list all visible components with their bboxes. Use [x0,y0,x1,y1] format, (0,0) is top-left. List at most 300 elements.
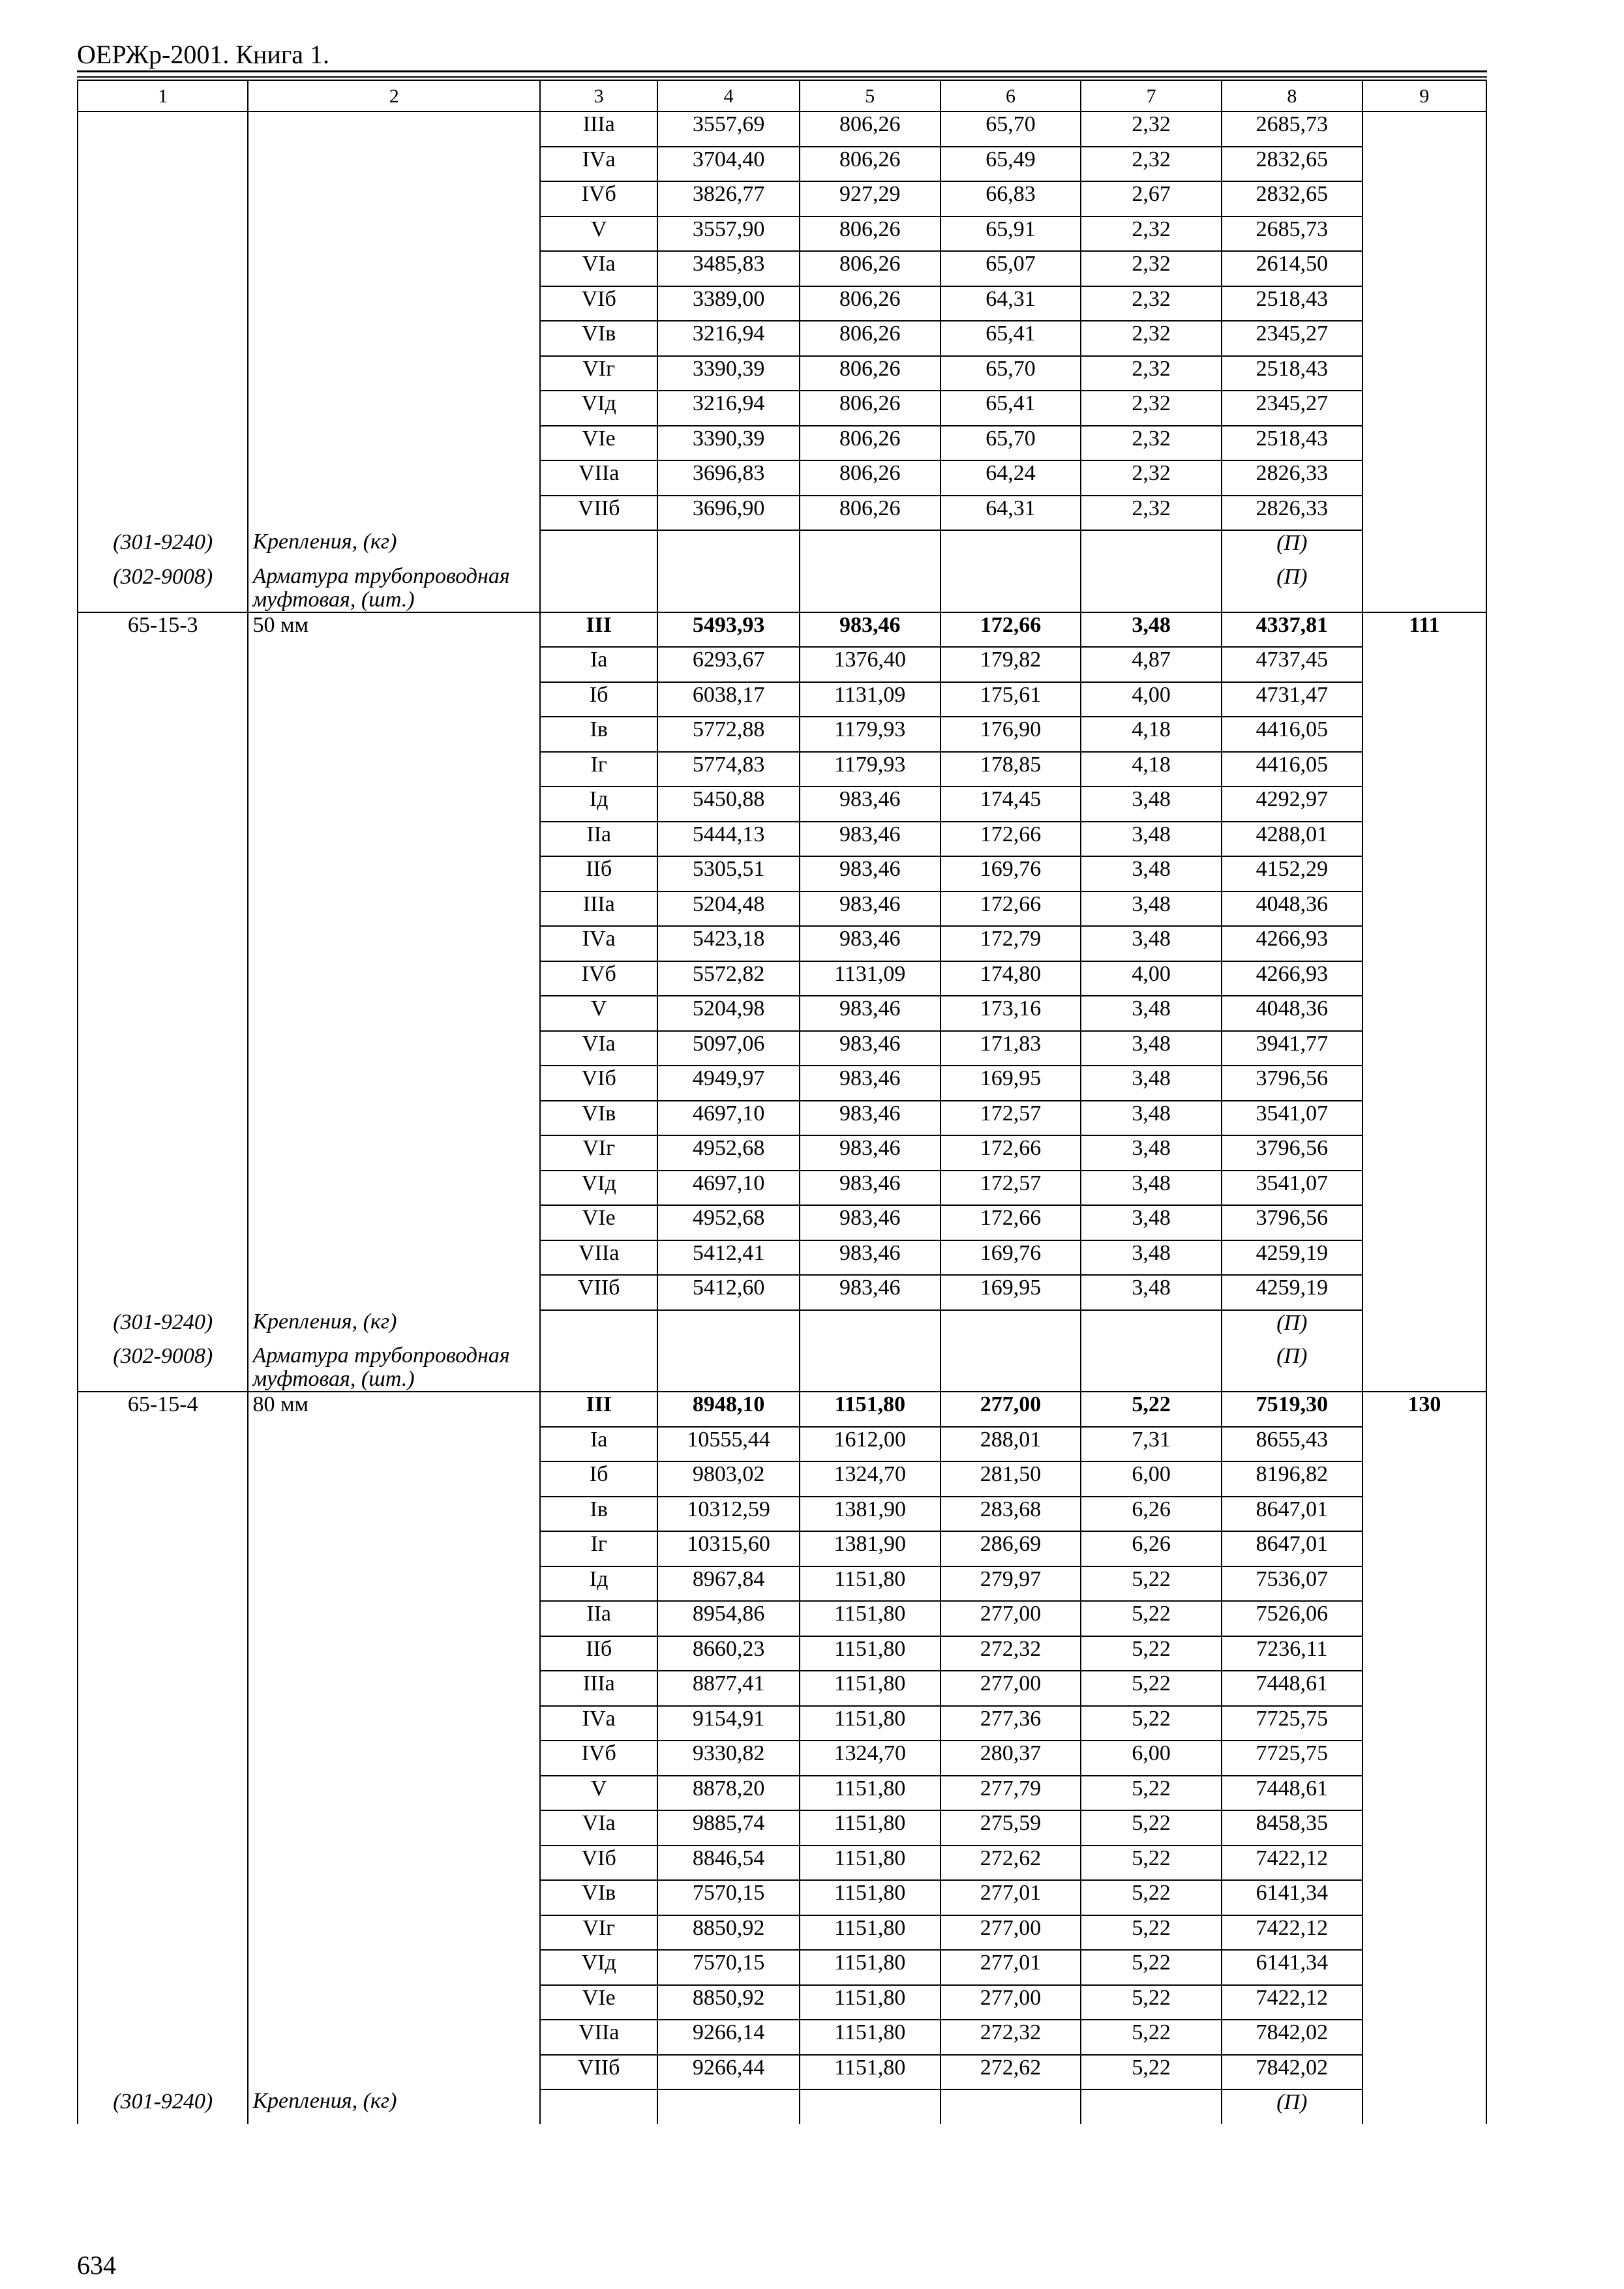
machinist-wages-cell: 5,22 [1081,1950,1222,1985]
column-number: 7 [1081,80,1222,112]
zone-cell: V [540,217,657,252]
empty-cell [1362,1135,1486,1171]
empty-cell [248,961,540,996]
material-name: Арматура трубопроводная муфтовая, (шт.) [248,1344,540,1392]
table-row [78,460,1486,496]
zone-cell: VIв [540,1101,657,1136]
machinist-wages-cell: 4,87 [1081,647,1222,682]
machines-cell: 272,32 [940,2020,1081,2055]
wages-cell: 983,46 [800,1275,940,1310]
total-cost-cell: 8877,41 [657,1671,800,1706]
empty-cell [1081,1310,1222,1345]
zone-cell: IVа [540,926,657,961]
wages-cell: 1179,93 [800,717,940,752]
empty-cell [1362,647,1486,682]
total-cost-cell: 4697,10 [657,1171,800,1206]
material-col8: (П) [1222,565,1362,612]
empty-cell [78,112,248,147]
machinist-wages-cell: 3,48 [1081,926,1222,961]
empty-cell [78,1985,248,2020]
zone-cell: VIб [540,1066,657,1101]
empty-cell [248,996,540,1031]
wages-cell: 1151,80 [800,1880,940,1915]
zone-cell: IIб [540,1636,657,1671]
wages-cell: 1131,09 [800,961,940,996]
empty-cell [1362,1497,1486,1532]
total-cost-cell: 5572,82 [657,961,800,996]
material-row [78,1310,1486,1345]
total-cost-cell: 6293,67 [657,647,800,682]
machines-cell: 64,31 [940,286,1081,322]
table-row [78,1915,1486,1951]
empty-cell [248,1205,540,1240]
empty-cell [940,565,1081,612]
empty-cell [1362,1031,1486,1066]
empty-cell [78,1171,248,1206]
wages-cell: 1151,80 [800,1776,940,1811]
machines-cell: 277,01 [940,1950,1081,1985]
zone-cell: Iб [540,682,657,717]
materials-cell: 4048,36 [1222,996,1362,1031]
materials-cell: 8196,82 [1222,1461,1362,1497]
material-name: Крепления, (кг) [248,530,540,565]
empty-cell [248,1671,540,1706]
material-row [78,2089,1486,2124]
empty-cell [1362,891,1486,927]
empty-cell [1362,1601,1486,1636]
table-row [78,496,1486,531]
empty-cell [78,1240,248,1276]
zone-cell: VIд [540,1950,657,1985]
zone-cell: IIIа [540,1671,657,1706]
machines-cell: 280,37 [940,1741,1081,1776]
total-cost-cell: 5772,88 [657,717,800,752]
materials-cell: 8647,01 [1222,1497,1362,1532]
machinist-wages-cell: 2,32 [1081,286,1222,322]
empty-cell [78,856,248,891]
material-name: Крепления, (кг) [248,1310,540,1345]
machinist-wages-cell: 3,48 [1081,1031,1222,1066]
empty-cell [248,1101,540,1136]
empty-cell [248,752,540,787]
wages-cell: 1324,70 [800,1461,940,1497]
machines-cell: 66,83 [940,181,1081,217]
empty-cell [248,1706,540,1741]
empty-cell [78,496,248,531]
wages-cell: 806,26 [800,147,940,182]
materials-cell: 4288,01 [1222,822,1362,857]
machinist-wages-cell: 3,48 [1081,1275,1222,1310]
zone-cell: VIIб [540,2055,657,2090]
wages-cell: 1151,80 [800,1566,940,1602]
machinist-wages-cell: 3,48 [1081,1135,1222,1171]
empty-cell [78,1497,248,1532]
total-cost-cell: 9803,02 [657,1461,800,1497]
empty-cell [940,1344,1081,1392]
machinist-wages-cell: 2,32 [1081,251,1222,286]
materials-cell: 7422,12 [1222,1915,1362,1951]
materials-cell: 7236,11 [1222,1636,1362,1671]
empty-cell [78,1566,248,1602]
table-row [78,1497,1486,1532]
materials-cell: 2518,43 [1222,426,1362,461]
machinist-wages-cell: 5,22 [1081,1671,1222,1706]
table-row [78,147,1486,182]
machinist-wages-cell: 3,48 [1081,891,1222,927]
empty-cell [248,1275,540,1310]
column-number: 8 [1222,80,1362,112]
wages-cell: 1151,80 [800,1392,940,1427]
empty-cell [248,147,540,182]
machines-cell: 277,00 [940,1915,1081,1951]
empty-cell [248,1497,540,1532]
machinist-wages-cell: 3,48 [1081,1171,1222,1206]
rate-name: 50 мм [248,612,540,648]
zone-cell: Iд [540,786,657,822]
material-code: (302-9008) [78,565,248,612]
empty-cell [1362,1985,1486,2020]
materials-cell: 4731,47 [1222,682,1362,717]
material-row [78,530,1486,565]
empty-cell [248,1985,540,2020]
empty-cell [540,565,657,612]
machinist-wages-cell: 2,32 [1081,460,1222,496]
materials-cell: 7519,30 [1222,1392,1362,1427]
wages-cell: 1151,80 [800,1601,940,1636]
machinist-wages-cell: 5,22 [1081,1810,1222,1846]
materials-cell: 7536,07 [1222,1566,1362,1602]
column-number: 5 [800,80,940,112]
empty-cell [248,251,540,286]
material-col8: (П) [1222,2089,1362,2124]
wages-cell: 1151,80 [800,1810,940,1846]
total-cost-cell: 4697,10 [657,1101,800,1136]
zone-cell: VIг [540,1915,657,1951]
table-row [78,1706,1486,1741]
total-cost-cell: 5774,83 [657,752,800,787]
machinist-wages-cell: 5,22 [1081,1636,1222,1671]
machines-cell: 171,83 [940,1031,1081,1066]
table-row [78,181,1486,217]
machines-cell: 169,76 [940,856,1081,891]
empty-cell [657,565,800,612]
machines-cell: 173,16 [940,996,1081,1031]
empty-cell [1362,926,1486,961]
table-row [78,251,1486,286]
table-row [78,822,1486,857]
empty-cell [248,391,540,426]
empty-cell [248,217,540,252]
materials-cell: 2826,33 [1222,460,1362,496]
empty-cell [78,717,248,752]
empty-cell [1362,251,1486,286]
table-row [78,926,1486,961]
zone-cell: IVа [540,147,657,182]
materials-cell: 3541,07 [1222,1101,1362,1136]
empty-cell [940,1310,1081,1345]
materials-cell: 4416,05 [1222,717,1362,752]
materials-cell: 2614,50 [1222,251,1362,286]
machines-cell: 64,24 [940,460,1081,496]
total-cost-cell: 5204,48 [657,891,800,927]
machinist-wages-cell: 3,48 [1081,1101,1222,1136]
machinist-wages-cell: 4,18 [1081,717,1222,752]
zone-cell: III [540,1392,657,1427]
empty-cell [248,460,540,496]
machinist-wages-cell: 5,22 [1081,1601,1222,1636]
empty-cell [1362,1706,1486,1741]
empty-cell [1362,391,1486,426]
materials-cell: 2518,43 [1222,286,1362,322]
empty-cell [1362,426,1486,461]
empty-cell [248,786,540,822]
empty-cell [78,996,248,1031]
empty-cell [248,1240,540,1276]
wages-cell: 983,46 [800,1031,940,1066]
rates-table-body [78,80,1486,2124]
machines-cell: 288,01 [940,1427,1081,1462]
table-row [78,1810,1486,1846]
empty-cell [1362,961,1486,996]
wages-cell: 983,46 [800,1205,940,1240]
empty-cell [1362,1636,1486,1671]
wages-cell: 806,26 [800,356,940,391]
empty-cell [800,2089,940,2124]
empty-cell [78,786,248,822]
machines-cell: 279,97 [940,1566,1081,1602]
zone-cell: Iб [540,1461,657,1497]
zone-cell: VIд [540,1171,657,1206]
empty-cell [657,530,800,565]
empty-cell [1362,1950,1486,1985]
materials-cell: 4416,05 [1222,752,1362,787]
rate-code: 65-15-3 [78,612,248,648]
materials-cell: 7842,02 [1222,2055,1362,2090]
empty-cell [78,1461,248,1497]
wages-cell: 1151,80 [800,1846,940,1881]
empty-cell [1362,1310,1486,1345]
materials-cell: 7842,02 [1222,2020,1362,2055]
zone-cell: VIд [540,391,657,426]
empty-cell [940,2089,1081,2124]
materials-cell: 4266,93 [1222,961,1362,996]
machinist-wages-cell: 2,32 [1081,112,1222,147]
empty-cell [78,647,248,682]
empty-cell [1362,147,1486,182]
machines-cell: 64,31 [940,496,1081,531]
empty-cell [248,1741,540,1776]
empty-cell [78,1531,248,1566]
zone-cell: VIа [540,1810,657,1846]
empty-cell [657,1344,800,1392]
empty-cell [1362,1427,1486,1462]
empty-cell [78,2055,248,2090]
total-cost-cell: 10555,44 [657,1427,800,1462]
empty-cell [248,321,540,356]
material-name: Крепления, (кг) [248,2089,540,2124]
empty-cell [248,1531,540,1566]
wages-cell: 983,46 [800,996,940,1031]
zone-cell: IVа [540,1706,657,1741]
materials-cell: 3796,56 [1222,1205,1362,1240]
empty-cell [1362,996,1486,1031]
empty-cell [78,251,248,286]
empty-cell [248,2020,540,2055]
material-col8: (П) [1222,530,1362,565]
machines-cell: 281,50 [940,1461,1081,1497]
machinist-wages-cell: 2,32 [1081,356,1222,391]
empty-cell [1362,1915,1486,1951]
wages-cell: 1151,80 [800,1915,940,1951]
table-row [78,286,1486,322]
total-cost-cell: 8850,92 [657,1985,800,2020]
wages-cell: 1151,80 [800,1636,940,1671]
empty-cell [248,1427,540,1462]
wages-cell: 806,26 [800,391,940,426]
empty-cell [78,321,248,356]
materials-cell: 2345,27 [1222,391,1362,426]
table-row [78,647,1486,682]
materials-cell: 3541,07 [1222,1171,1362,1206]
table-row [78,1741,1486,1776]
machinist-wages-cell: 3,48 [1081,1240,1222,1276]
empty-cell [1362,1205,1486,1240]
material-col8: (П) [1222,1344,1362,1392]
total-cost-cell: 5444,13 [657,822,800,857]
table-row [78,426,1486,461]
machinist-wages-cell: 3,48 [1081,1066,1222,1101]
column-number: 2 [248,80,540,112]
zone-cell: IIIа [540,112,657,147]
materials-cell: 2826,33 [1222,496,1362,531]
total-cost-cell: 5097,06 [657,1031,800,1066]
table-row [78,1985,1486,2020]
wages-cell: 983,46 [800,822,940,857]
empty-cell [248,1601,540,1636]
total-cost-cell: 10315,60 [657,1531,800,1566]
zone-cell: VIб [540,1846,657,1881]
zone-cell: VIе [540,426,657,461]
machinist-wages-cell: 2,32 [1081,426,1222,461]
empty-cell [800,1344,940,1392]
machines-cell: 169,76 [940,1240,1081,1276]
materials-cell: 4259,19 [1222,1240,1362,1276]
zone-cell: VIIб [540,1275,657,1310]
empty-cell [540,1344,657,1392]
total-cost-cell: 6038,17 [657,682,800,717]
wages-cell: 1179,93 [800,752,940,787]
material-code: (301-9240) [78,2089,248,2124]
empty-cell [1081,530,1222,565]
wages-cell: 1151,80 [800,1985,940,2020]
materials-cell: 3796,56 [1222,1135,1362,1171]
wages-cell: 1131,09 [800,682,940,717]
empty-cell [248,1636,540,1671]
total-cost-cell: 5493,93 [657,612,800,648]
machinist-wages-cell: 2,32 [1081,321,1222,356]
wages-cell: 806,26 [800,460,940,496]
total-cost-cell: 5204,98 [657,996,800,1031]
column-number: 6 [940,80,1081,112]
wages-cell: 806,26 [800,112,940,147]
empty-cell [1362,181,1486,217]
empty-cell [1362,1741,1486,1776]
empty-cell [78,356,248,391]
empty-cell [248,1461,540,1497]
machinist-wages-cell: 3,48 [1081,856,1222,891]
rate-name: 80 мм [248,1392,540,1427]
total-cost-cell: 3826,77 [657,181,800,217]
total-cost-cell: 4949,97 [657,1066,800,1101]
empty-cell [248,1031,540,1066]
table-row [78,356,1486,391]
zone-cell: IVб [540,1741,657,1776]
machines-cell: 65,70 [940,112,1081,147]
rates-table [77,80,1487,2124]
total-cost-cell: 8948,10 [657,1392,800,1427]
empty-cell [1362,565,1486,612]
machines-cell: 172,57 [940,1171,1081,1206]
machinist-wages-cell: 3,48 [1081,822,1222,857]
wages-cell: 983,46 [800,786,940,822]
wages-cell: 806,26 [800,251,940,286]
materials-cell: 2685,73 [1222,112,1362,147]
machines-cell: 65,70 [940,426,1081,461]
zone-cell: IVб [540,961,657,996]
total-cost-cell: 3389,00 [657,286,800,322]
zone-cell: IIа [540,822,657,857]
wages-cell: 983,46 [800,1066,940,1101]
machinist-wages-cell: 2,32 [1081,147,1222,182]
materials-cell: 7526,06 [1222,1601,1362,1636]
total-cost-cell: 4952,68 [657,1135,800,1171]
table-row-main [78,612,1486,648]
machines-cell: 272,62 [940,1846,1081,1881]
machinist-wages-cell: 2,32 [1081,496,1222,531]
machines-cell: 172,66 [940,822,1081,857]
materials-cell: 7422,12 [1222,1985,1362,2020]
machines-cell: 172,66 [940,1135,1081,1171]
empty-cell [1362,2089,1486,2124]
machines-cell: 65,70 [940,356,1081,391]
column-number: 3 [540,80,657,112]
empty-cell [1362,1671,1486,1706]
empty-cell [78,1135,248,1171]
empty-cell [78,961,248,996]
zone-cell: VIг [540,1135,657,1171]
total-cost-cell: 8954,86 [657,1601,800,1636]
table-row [78,1427,1486,1462]
empty-cell [78,891,248,927]
wages-cell: 806,26 [800,286,940,322]
total-cost-cell: 3485,83 [657,251,800,286]
zone-cell: Iа [540,647,657,682]
total-cost-cell: 8660,23 [657,1636,800,1671]
total-cost-cell: 10312,59 [657,1497,800,1532]
material-name: Арматура трубопроводная муфтовая, (шт.) [248,565,540,612]
empty-cell [1362,786,1486,822]
wages-cell: 806,26 [800,321,940,356]
machinist-wages-cell: 4,00 [1081,961,1222,996]
machines-cell: 172,66 [940,891,1081,927]
wages-cell: 1612,00 [800,1427,940,1462]
empty-cell [248,181,540,217]
materials-cell: 8647,01 [1222,1531,1362,1566]
machines-cell: 174,80 [940,961,1081,996]
zone-cell: Iг [540,1531,657,1566]
materials-cell: 4337,81 [1222,612,1362,648]
header-rule-inner [77,76,1487,78]
